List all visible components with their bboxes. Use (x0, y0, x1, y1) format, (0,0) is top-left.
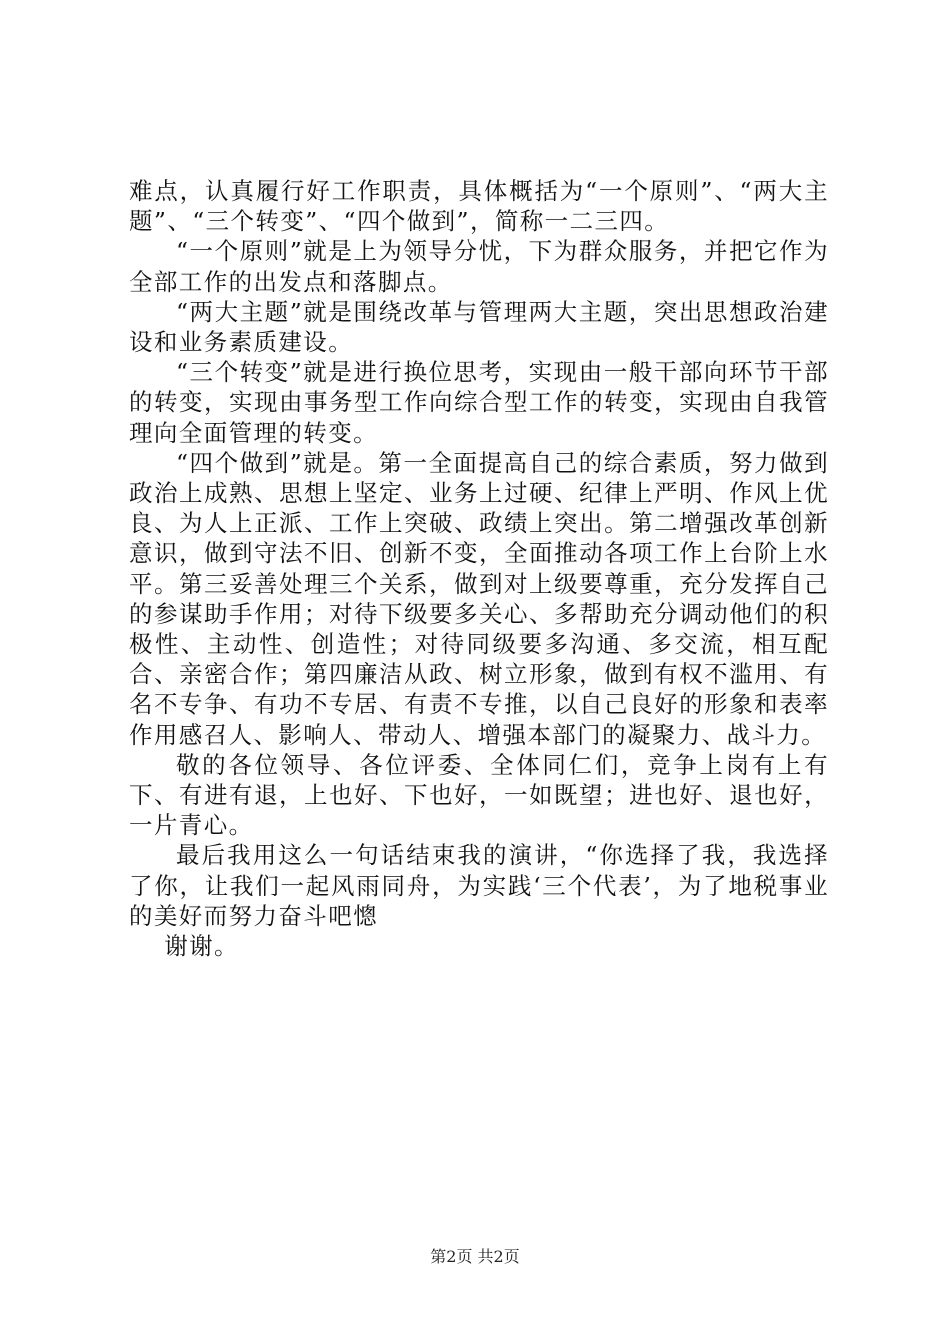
paragraph-thanks: 谢谢。 (164, 932, 239, 961)
paragraph-closing: 最后我用这么一句话结束我的演讲，“你选择了我，我选择了你，让我们一起风雨同舟，为实践‘三个代表’，为了地税事业的美好而努力奋斗吧憁 (129, 841, 829, 930)
paragraph-address: 敬的各位领导、各位评委、全体同仁们，竞争上岗有上有下、有进有退，上也好、下也好，一如既望；进也好、退也好，一片青心。 (129, 750, 829, 840)
page-footer: 第2页 共2页 (430, 1247, 520, 1266)
paragraph-two-themes: “两大主题”就是围绕改革与管理两大主题，突出思想政治建设和业务素质建设。 (129, 297, 829, 357)
paragraph-one-principle: “一个原则”就是上为领导分忧，下为群众服务，并把它作为全部工作的出发点和落脚点。 (129, 237, 829, 296)
document-body (129, 176, 829, 961)
paragraph-continuation: 难点，认真履行好工作职责，具体概括为“一个原则”、“两大主题”、“三个转变”、“四个做到”，简称一二三四。 (129, 177, 829, 236)
paragraph-four-achievements: “四个做到”就是。第一全面提高自己的综合素质，努力做到政治上成熟、思想上坚定、业务上过硬、纪律上严明、作风上优良、为人上正派、工作上突破、政绩上突出。第二增强改革创新意识，做到守法不旧、创新不变，全面推动各项工作上台阶上水平。第三妥善处理三个关系，做到对上级要尊重，充分发挥自己的参谋助手作用；对待下级要多关心、多帮助充分调动他们的积极性、主动性、创造性；对待同级要多沟通、多交流，相互配合、亲密合作；第四廉洁从政、树立形象，做到有权不滥用、有名不专争、有功不专居、有责不专推，以自己良好的形象和表率作用感召人、影响人、带动人、增强本部门的凝聚力、战斗力。 (129, 448, 829, 749)
paragraph-three-changes: “三个转变”就是进行换位思考，实现由一般干部向环节干部的转变，实现由事务型工作向综合型工作的转变，实现由自我管理向全面管理的转变。 (129, 358, 829, 447)
